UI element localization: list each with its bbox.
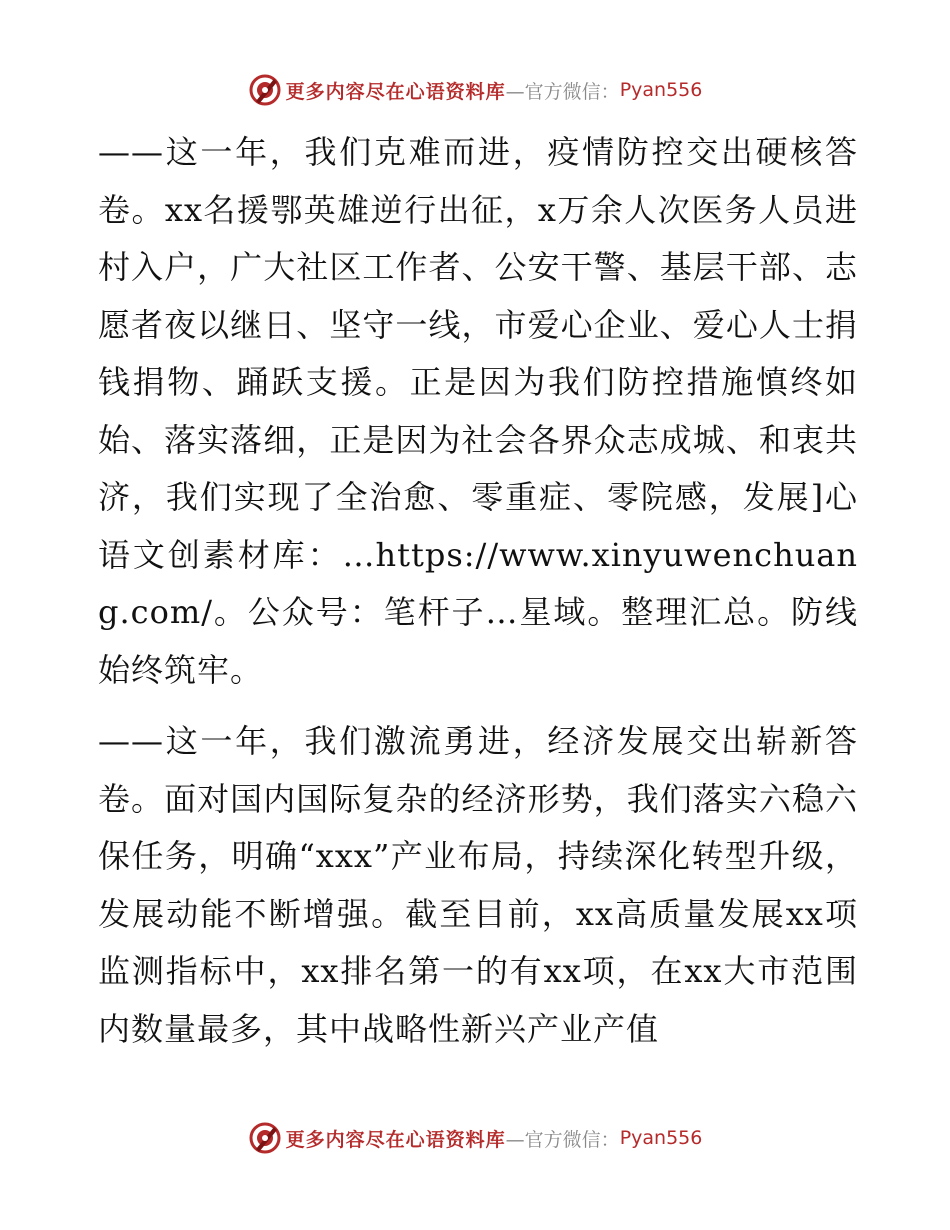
banner-wechat-id: Pyan556 (619, 1127, 703, 1149)
banner-main-text: 更多内容尽在心语资料库 (285, 1128, 506, 1151)
banner-separator-text: —官方微信： (505, 80, 620, 103)
banner-wechat-id: Pyan556 (619, 79, 703, 101)
banner-separator-text: —官方微信： (505, 1128, 620, 1151)
header-watermark-banner (0, 70, 950, 110)
paragraph-epidemic-control: ——这一年，我们克难而进，疫情防控交出硬核答卷。xx名援鄂英雄逆行出征，x万余人次医务人员进村入户，广大社区工作者、公安干警、基层干部、志愿者夜以继日、坚守一线，市爱心企业、爱心人士捐钱捐物、踊跃支援。正是因为我们防控措施慎终如始、落实落细，正是因为社会各界众志成城、和衷共济，我们实现了全治愈、零重症、零院感，发展]心语文创素材库：…https://www.xinyuwenchuang.com/。公众号：笔杆子…星域。整理汇总。防线始终筑牢。 (98, 133, 858, 689)
paragraph-economic-development: ——这一年，我们激流勇进，经济发展交出崭新答卷。面对国内国际复杂的经济形势，我们落实六稳六保任务，明确“xxx”产业布局，持续深化转型升级，发展动能不断增强。截至目前，xx高质量发展xx项监测指标中，xx排名第一的有xx项，在xx大市范围内数量最多，其中战略性新兴产业产值 (98, 722, 858, 1048)
footer-watermark-banner (0, 1118, 950, 1158)
pen-logo-icon (248, 73, 282, 107)
pen-logo-icon (248, 1121, 282, 1155)
banner-main-text: 更多内容尽在心语资料库 (285, 80, 506, 103)
document-body (98, 124, 858, 1070)
